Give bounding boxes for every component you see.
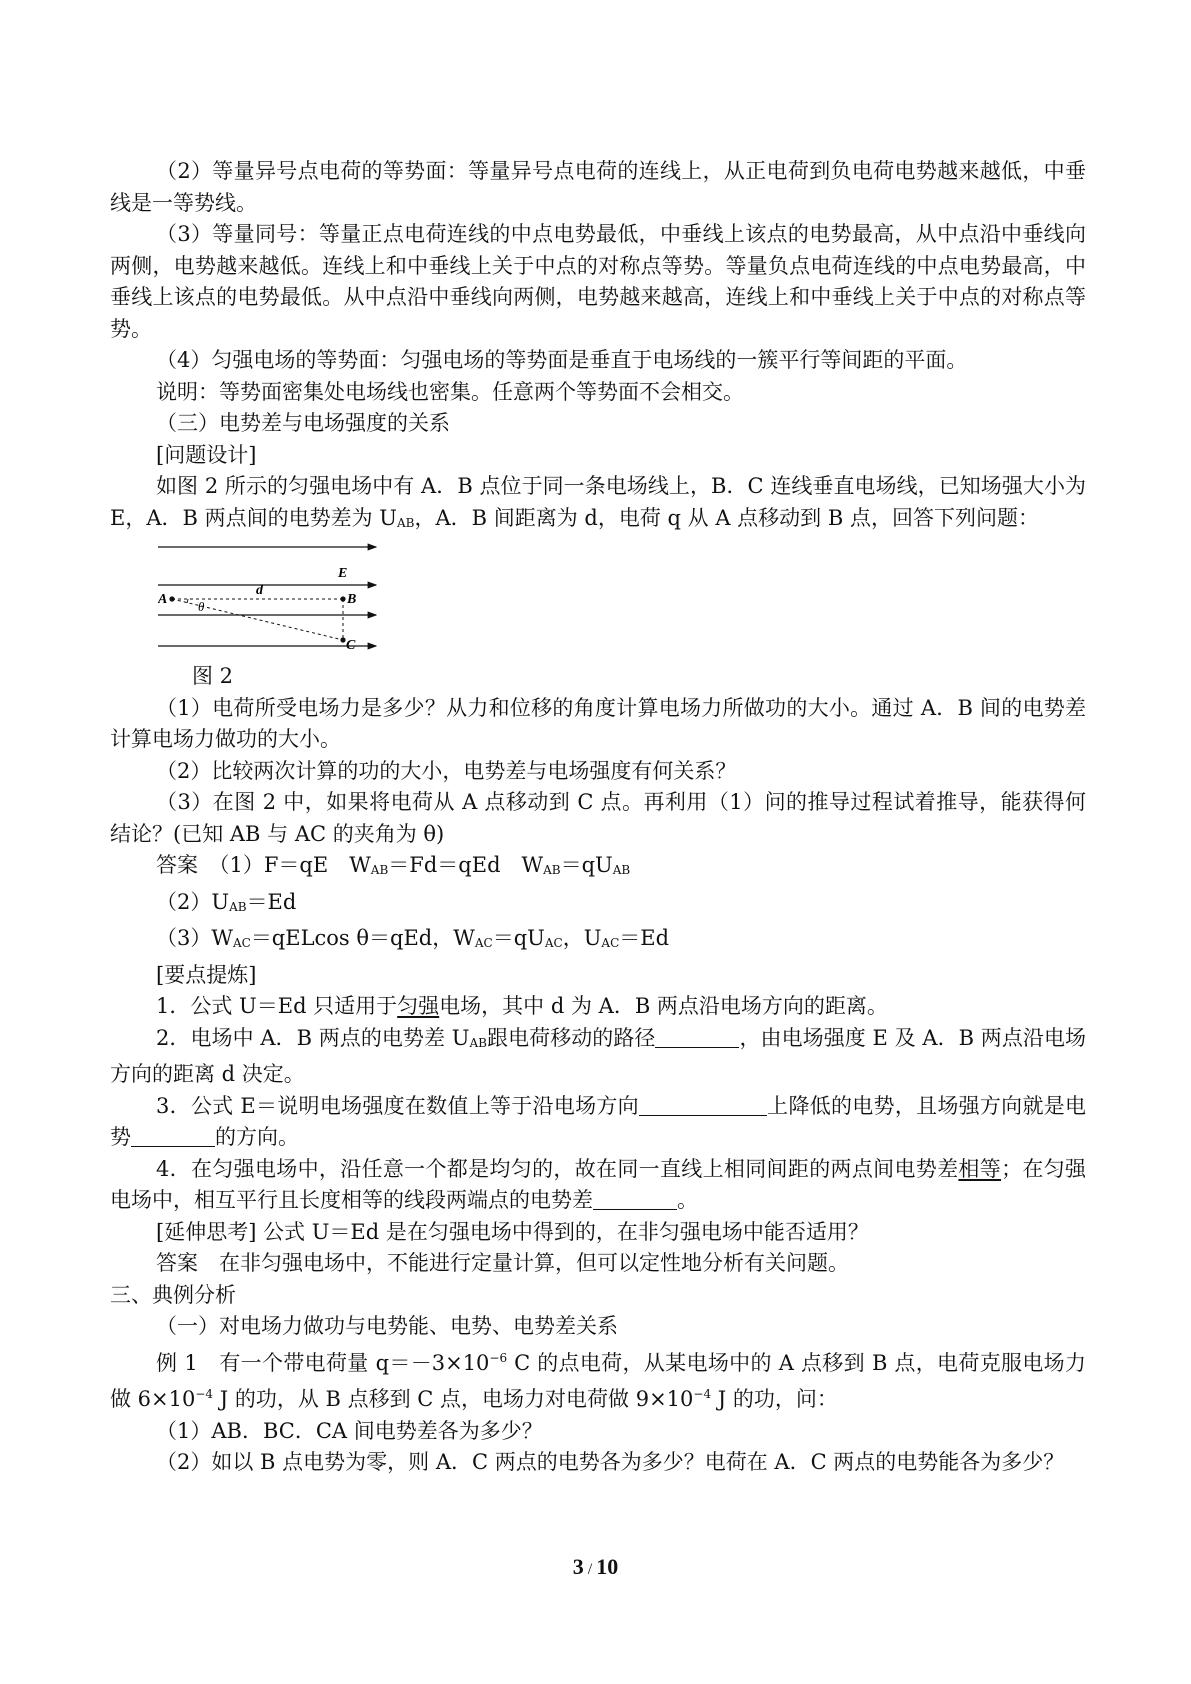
text-segment: ＝qU — [492, 926, 545, 950]
text-segment: 的方向。 — [215, 1125, 299, 1149]
subscript: AB — [370, 863, 389, 877]
answer-3 — [110, 923, 1086, 960]
subscript: AB — [543, 863, 561, 877]
fill-blank[interactable] — [593, 1189, 677, 1210]
superscript: −6 — [489, 1350, 508, 1365]
point-A — [169, 596, 174, 601]
superscript: −4 — [195, 1387, 214, 1401]
label-theta: θ — [198, 599, 205, 614]
subscript: AC — [601, 936, 620, 950]
label-C: C — [346, 638, 356, 653]
subheading-key-points: [要点提炼] — [156, 962, 257, 987]
text-segment: ＝Ed — [246, 889, 297, 914]
text-segment: ＝qU — [560, 853, 613, 877]
figure-caption: 图 2 — [192, 664, 234, 688]
subscript: AB — [612, 863, 631, 877]
underlined-answer: 相等 — [958, 1156, 1002, 1181]
paragraph-equal-opposite-charges: （2）等量异号点电荷的等势面：等量异号点电荷的连线上，从正电荷到负电荷电势越来越低，中垂线是一等势线。 — [110, 159, 1086, 215]
text-segment: J 的功，从 B 点移到 C 点，电场力对电荷做 9×10 — [213, 1387, 694, 1411]
subheading-question-design: [问题设计] — [156, 442, 257, 467]
answer-2 — [110, 887, 1086, 924]
text-segment: 上降低的电势，且场强方向就是电势 — [110, 1093, 1086, 1149]
section-heading-examples: 三、典例分析 — [110, 1282, 236, 1307]
subscript: AB — [396, 515, 415, 530]
question-1: （1）电荷所受电场力是多少？从力和位移的角度计算电场力所做功的大小。通过 A．B 间的电势差计算电场力做功的大小。 — [110, 695, 1086, 751]
subscript: AB — [229, 899, 247, 914]
underlined-answer: 匀强 — [397, 994, 440, 1018]
text-segment: 电场，其中 d 为 A．B 两点沿电场方向的距离。 — [439, 994, 888, 1018]
text-segment: ，由电场强度 E 及 A．B 两点沿电场方向的距离 d 决定。 — [110, 1025, 1086, 1086]
fill-blank[interactable] — [639, 1095, 767, 1116]
paragraph-equal-like-charges: （3）等量同号：等量正点电荷连线的中点电势最低，中垂线上该点的电势最高，从中点沿中垂线向两侧，电势越来越低。连线上和中垂线上关于中点的对称点等势。等量负点电荷连线的中点电势最高，中垂线上该点的电势最低。从中点沿中垂线向两侧，电势越来越高，连线上和中垂线上关于中点的对称点等势。 — [110, 222, 1086, 341]
paragraph-note: 说明：等势面密集处电场线也密集。任意两个等势面不会相交。 — [156, 379, 744, 404]
text-segment: 1．公式 U＝Ed 只适用于 — [156, 994, 398, 1018]
text-segment: 。 — [677, 1188, 698, 1212]
subscript: AB — [469, 1035, 487, 1050]
example-1-question-2: （2）如以 B 点电势为零，则 A．C 两点的电势各为多少？电荷在 A．C 两点的电势能各为多少？ — [156, 1450, 1065, 1474]
label-d: d — [256, 583, 263, 598]
example-1-question-1: （1）AB．BC．CA 间电势差各为多少？ — [156, 1418, 543, 1443]
subscript: AC — [474, 936, 493, 950]
subscript: AC — [544, 936, 563, 950]
fill-blank[interactable] — [131, 1126, 215, 1147]
text-segment: 2．电场中 A．B 两点的电势差 U — [156, 1025, 470, 1050]
text-segment: ＝qELcos θ＝qEd，W — [250, 926, 475, 950]
key-point-1 — [110, 991, 1086, 1023]
text-segment: 答案 （1）F＝qE W — [156, 853, 371, 877]
paragraph-uniform-field-equipotential: （4）匀强电场的等势面：匀强电场的等势面是垂直于电场线的一簇平行等间距的平面。 — [156, 348, 968, 372]
current-page: 3 — [572, 1554, 584, 1579]
total-pages: 10 — [596, 1554, 619, 1579]
extended-thinking-answer: 答案 在非匀强电场中，不能进行定量计算，但可以定性地分析有关问题。 — [156, 1251, 849, 1275]
question-2: （2）比较两次计算的功的大小，电势差与电场强度有何关系？ — [156, 758, 737, 783]
extended-thinking: [延伸思考] 公式 U＝Ed 是在匀强电场中得到的，在非匀强电场中能否适用？ — [156, 1219, 869, 1244]
question-3: （3）在图 2 中，如果将电荷从 A 点移动到 C 点。再利用（1）问的推导过程试着推导，能获得何结论？(已知 AB 与 AC 的夹角为 θ) — [110, 790, 1086, 846]
text-segment: C 的点电荷，从某电场中的 A 点移到 B 点，电荷克服电场力做 6×10 — [110, 1350, 1086, 1411]
text-segment: （3）W — [156, 926, 233, 950]
text-segment: 3．公式 E＝说明电场强度在数值上等于沿电场方向 — [156, 1093, 639, 1118]
text-segment: 4．在匀强电场中，沿任意一个都是均匀的，故在同一直线上相同间距的两点间电势差 — [156, 1156, 959, 1181]
page-separator: / — [583, 1561, 597, 1578]
key-point-3 — [110, 1091, 1086, 1154]
section-heading-potential-field-relation: （三）电势差与电场强度的关系 — [156, 411, 450, 435]
text-segment: ，A．B 间距离为 d，电荷 q 从 A 点移动到 B 点，回答下列问题： — [414, 505, 1039, 530]
point-B — [340, 596, 345, 601]
answer-1 — [110, 850, 1086, 887]
text-segment: ；在匀强电场中，相互平行且长度相等的线段两端点的电势差 — [110, 1156, 1087, 1212]
key-point-4 — [110, 1154, 1086, 1217]
field-diagram-svg — [158, 541, 398, 661]
example-1 — [110, 1343, 1086, 1416]
text-segment: ＝Ed — [619, 926, 670, 950]
paragraph-problem-setup — [110, 471, 1086, 539]
text-segment: 如图 2 所示的匀强电场中有 A．B 点位于同一条电场线上，B．C 连线垂直电场线，已知场强大小为 E，A．B 两点间的电势差为 U — [110, 474, 1086, 530]
figure-2-diagram — [110, 541, 1086, 661]
text-segment: ＝Fd＝qEd W — [388, 853, 544, 877]
text-segment: ，U — [562, 926, 602, 950]
subscript: AC — [232, 936, 251, 950]
page-content — [110, 156, 1086, 1479]
point-C — [340, 637, 345, 642]
page-number — [0, 1554, 1191, 1580]
text-segment: 例 1 有一个带电荷量 q＝－3×10 — [156, 1350, 490, 1375]
label-A: A — [158, 592, 168, 607]
label-E: E — [338, 566, 348, 581]
key-point-2 — [110, 1023, 1086, 1091]
angle-arc — [187, 599, 188, 603]
text-segment: 跟电荷移动的路径 — [486, 1025, 656, 1050]
label-B: B — [347, 592, 357, 607]
text-segment: （2）U — [156, 889, 230, 914]
subheading-work-potential-relation: （一）对电场力做功与电势能、电势、电势差关系 — [156, 1314, 618, 1338]
superscript: −4 — [693, 1387, 712, 1401]
text-segment: J 的功，问： — [711, 1387, 838, 1411]
fill-blank[interactable] — [655, 1027, 739, 1048]
